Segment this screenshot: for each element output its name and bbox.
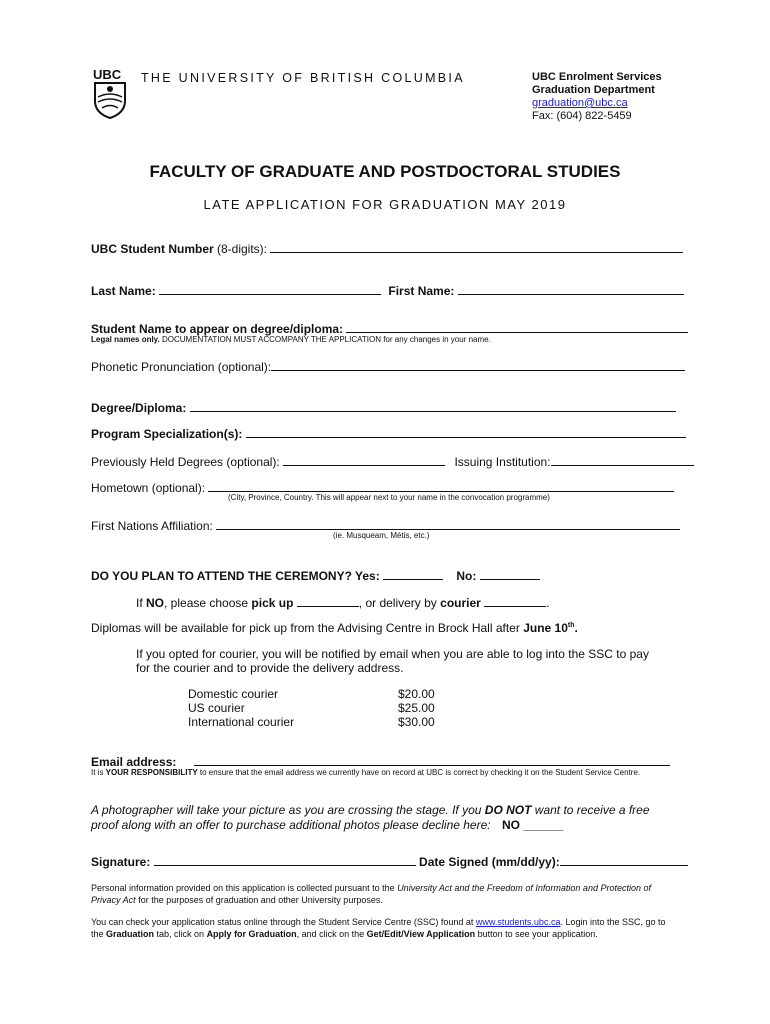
privacy-post: for the purposes of graduation and other University purposes. [135, 895, 383, 905]
hometown-hint: (City, Province, Country. This will appear next to your name in the convocation programme) [228, 493, 550, 502]
status-apply: Apply for Graduation [206, 929, 297, 939]
period: . [546, 596, 550, 610]
phonetic-label: Phonetic Pronunciation (optional): [91, 360, 272, 374]
pickup-info-text: Diplomas will be available for pick up from the Advising Centre in Brock Hall after [91, 621, 524, 635]
pickup-field[interactable] [297, 594, 359, 607]
photographer-note [91, 803, 661, 833]
pickup-date: June 10 [523, 621, 568, 635]
program-field[interactable] [246, 425, 686, 438]
if-no-mid: , please choose [164, 596, 252, 610]
status-mid3: , and click on the [296, 929, 367, 939]
delivery-mid: , or delivery by [358, 596, 441, 610]
previous-degrees-field[interactable] [283, 453, 445, 466]
ceremony-no-label: No: [456, 569, 477, 583]
page-subtitle: LATE APPLICATION FOR GRADUATION MAY 2019 [203, 197, 567, 212]
program-label: Program Specialization(s): [91, 427, 243, 441]
if-no-bold: NO [146, 596, 165, 610]
issuing-institution-label: Issuing Institution: [454, 455, 551, 469]
email-note-rest: to ensure that the email address we currently have on record at UBC is correct by checking it on the Student Service Centre. [197, 768, 641, 777]
first-name-label: First Name: [388, 284, 455, 298]
student-number-field[interactable] [270, 240, 683, 253]
university-name: THE UNIVERSITY OF BRITISH COLUMBIA [141, 71, 465, 85]
fax-number: Fax: (604) 822-5459 [532, 110, 632, 122]
courier-price-table [188, 687, 438, 729]
degree-field[interactable] [190, 399, 676, 412]
courier-option-name: US courier [188, 701, 245, 715]
legal-names-bold: Legal names only. [91, 335, 160, 344]
hometown-label: Hometown (optional): [91, 481, 206, 495]
email-note-bold: YOUR RESPONSIBILITY [105, 768, 198, 777]
email-note [91, 767, 691, 778]
status-post: button to see your application. [475, 929, 598, 939]
degree-row [91, 399, 676, 415]
graduation-email-link[interactable]: graduation@ubc.ca [532, 97, 628, 109]
signature-row [91, 853, 688, 869]
pickup-info: Diplomas will be available for pick up from the Advising Centre in Brock Hall after June 10th. [91, 621, 578, 635]
dept-line2: Graduation Department [532, 84, 655, 96]
page-title: FACULTY OF GRADUATE AND POSTDOCTORAL STUDIES [149, 162, 621, 181]
first-nations-field[interactable] [216, 517, 680, 530]
email-label: Email address: [91, 755, 177, 769]
ceremony-yes-field[interactable] [383, 567, 443, 580]
courier-field[interactable] [484, 594, 546, 607]
issuing-institution-field[interactable] [551, 453, 694, 466]
pickup-delivery-row [136, 594, 550, 610]
courier-option-row [188, 715, 438, 729]
courier-option-row [188, 701, 438, 715]
last-name-field[interactable] [159, 282, 381, 295]
courier-option-price: $30.00 [398, 715, 435, 729]
courier-option-row [188, 687, 438, 701]
courier-option-price: $20.00 [398, 687, 435, 701]
pickup-date-sup: th [567, 622, 575, 629]
if-no-pre: If [136, 596, 147, 610]
student-number-row [91, 240, 683, 256]
courier-label: courier [440, 596, 481, 610]
previous-degrees-row [91, 453, 694, 469]
signature-label: Signature: [91, 855, 151, 869]
status-note [91, 916, 676, 940]
status-mid2: tab, click on [154, 929, 207, 939]
status-getedit: Get/Edit/View Application [366, 929, 476, 939]
name-row [91, 282, 684, 298]
courier-info: If you opted for courier, you will be notified by email when you are able to log into the SSC to pay for the courier and to provide the delivery address. [136, 647, 649, 675]
status-mid1: . Login into the SSC, go to the [91, 917, 666, 939]
previous-degrees-label: Previously Held Degrees (optional): [91, 455, 280, 469]
privacy-act: University Act and the Freedom of Information and Protection of Privacy Act [91, 883, 651, 905]
privacy-note [91, 882, 671, 906]
degree-name-field[interactable] [346, 320, 688, 333]
courier-option-name: Domestic courier [188, 687, 279, 701]
ceremony-no-field[interactable] [480, 567, 540, 580]
photo-text-mid: want to receive a free proof along with an offer to purchase additional photos please decline here: [91, 803, 650, 832]
date-signed-label: Date Signed (mm/dd/yy): [419, 855, 560, 869]
degree-name-row [91, 320, 688, 336]
date-signed-field[interactable] [560, 853, 688, 866]
students-ubc-link[interactable]: www.students.ubc.ca [475, 917, 561, 927]
photo-text-pre: A photographer will take your picture as you are crossing the stage. If you [91, 803, 485, 817]
dept-line1: UBC Enrolment Services [532, 71, 662, 83]
degree-name-label: Student Name to appear on degree/diploma: [91, 322, 344, 336]
phonetic-row [91, 358, 685, 374]
ubc-logo [93, 68, 127, 120]
pickup-label: pick up [251, 596, 294, 610]
status-graduation: Graduation [106, 929, 155, 939]
department-block [532, 71, 662, 123]
email-note-pre: It is [91, 768, 106, 777]
first-nations-label: First Nations Affiliation: [91, 519, 213, 533]
photo-decline-field[interactable]: NO ______ [501, 818, 564, 832]
hometown-field[interactable] [208, 479, 674, 492]
first-nations-hint: (ie. Musqueam, Métis, etc.) [333, 531, 430, 540]
first-name-field[interactable] [458, 282, 684, 295]
student-number-hint: (8-digits): [213, 242, 268, 256]
logo-text: UBC [93, 67, 122, 82]
legal-names-rest: DOCUMENTATION MUST ACCOMPANY THE APPLICATION for any changes in your name. [159, 335, 491, 344]
crest-icon [93, 81, 127, 119]
student-number-label: UBC Student Number [91, 242, 214, 256]
legal-names-note [91, 335, 491, 344]
ceremony-question: DO YOU PLAN TO ATTEND THE CEREMONY? Yes: [91, 569, 380, 583]
courier-option-price: $25.00 [398, 701, 435, 715]
signature-field[interactable] [154, 853, 416, 866]
program-row [91, 425, 686, 441]
degree-label: Degree/Diploma: [91, 401, 187, 415]
last-name-label: Last Name: [91, 284, 156, 298]
privacy-pre: Personal information provided on this application is collected pursuant to the [91, 883, 398, 893]
ceremony-row [91, 567, 540, 583]
courier-option-name: International courier [188, 715, 295, 729]
status-pre: You can check your application status online through the Student Service Centre (SSC) found at [91, 917, 476, 927]
phonetic-field[interactable] [271, 358, 685, 371]
email-field[interactable] [194, 753, 670, 766]
photo-do-not: DO NOT [484, 803, 532, 817]
